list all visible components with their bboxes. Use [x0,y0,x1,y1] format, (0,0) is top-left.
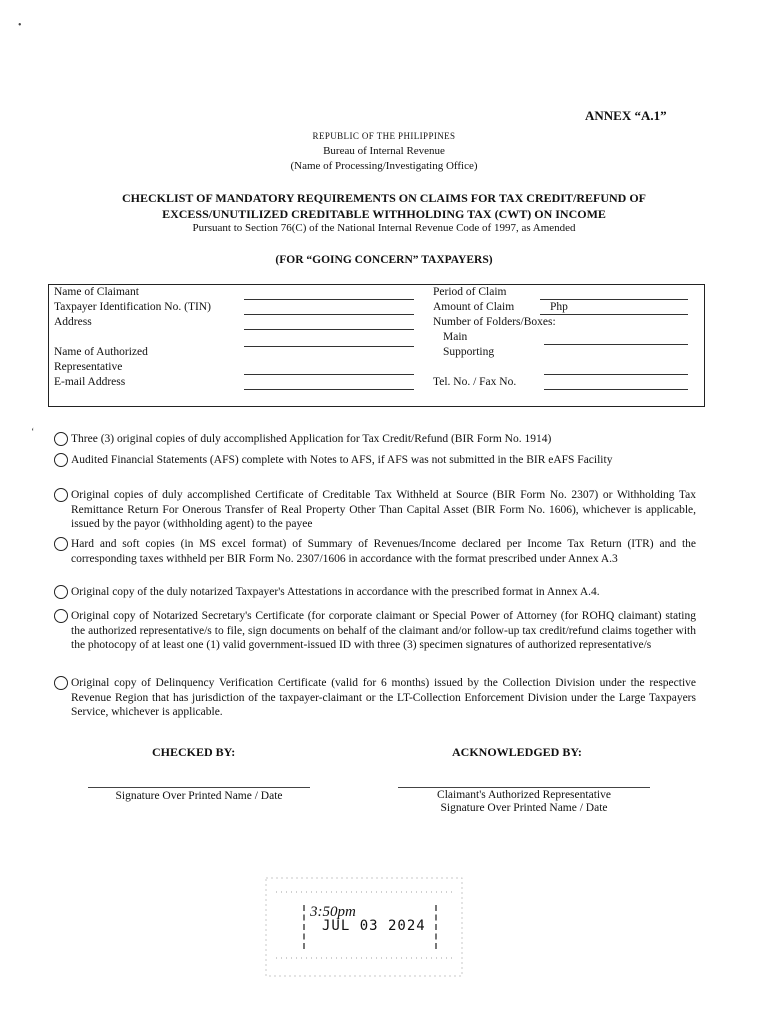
address-label: Address [54,316,92,328]
requirement-text: Original copy of Delinquency Verification Certificate (valid for 6 months) issued by the Collection Division under the respective Revenue Region that has jurisdiction of the taxpayer-claimant or the LT-Collection Enforcement Division under the Large Taxpayers Service, whichever is applicable. [71,677,696,718]
checkbox-circle[interactable] [54,432,68,446]
acknowledged-by-caption-1: Claimant's Authorized Representative [437,789,611,801]
checked-by-signature-line[interactable] [88,787,310,788]
requirement-text: Hard and soft copies (in MS excel format) of Summary of Revenues/Income declared per Income Tax Return (ITR) and the corresponding taxes withheld per BIR Form No. 2307/1606 in accordance with the format prescribed under Annex A.3 [71,538,696,565]
requirement-text: Original copy of the duly notarized Taxpayer's Attestations in accordance with the prescribed format in Annex A.4. [71,586,600,598]
name-of-claimant-label: Name of Claimant [54,286,139,298]
folders-label: Number of Folders/Boxes: [433,316,556,328]
annex-label: ANNEX “A.1” [585,108,667,123]
supporting-label: Supporting [443,346,495,358]
name-of-claimant-field[interactable] [244,299,414,300]
requirement-item [54,537,696,566]
requirement-item [54,488,696,532]
requirement-text: Original copy of Notarized Secretary's Certificate (for corporate claimant or Special Power of Attorney (for ROHQ claimant) stating the authorized representative/s to file, sign documents on behalf of the claimant and/or follow-up tax credit/refund claims together with the photocopy of at least one (1) valid government-issued ID with three (3) specimen signatures of authorized representative/s [71,610,696,651]
going-concern-heading: (FOR “GOING CONCERN” TAXPAYERS) [275,254,493,266]
tel-label: Tel. No. / Fax No. [433,376,517,388]
address-field[interactable] [244,329,414,330]
checked-by-caption: Signature Over Printed Name / Date [115,790,283,802]
amount-field[interactable] [540,314,688,315]
title-line-2: EXCESS/UNUTILIZED CREDITABLE WITHHOLDING TAX (CWT) ON INCOME [162,207,606,221]
supporting-field[interactable] [544,374,688,375]
acknowledged-by-signature-line[interactable] [398,787,650,788]
checkbox-circle[interactable] [54,453,68,467]
requirement-item [54,585,696,600]
period-label: Period of Claim [433,286,507,298]
email-field[interactable] [244,389,414,390]
acknowledged-by-heading: ACKNOWLEDGED BY: [452,745,582,759]
main-field[interactable] [544,344,688,345]
requirement-text: Three (3) original copies of duly accomplished Application for Tax Credit/Refund (BIR Form No. 1914) [71,433,552,445]
checkbox-circle[interactable] [54,676,68,690]
checkbox-circle[interactable] [54,609,68,623]
checkbox-circle[interactable] [54,488,68,502]
bureau-heading: Bureau of Internal Revenue [323,145,445,157]
requirement-item [54,676,696,720]
authorized-rep-label-2: Representative [54,361,123,373]
checkbox-circle[interactable] [54,585,68,599]
period-field[interactable] [540,299,688,300]
requirement-item [54,609,696,653]
republic-heading: REPUBLIC OF THE PHILIPPINES [312,131,456,141]
address-field-line-2[interactable] [244,346,414,347]
requirement-text: Original copies of duly accomplished Certificate of Creditable Tax Withheld at Source (BIR Form No. 2307) or Withholding Tax Remittance Return For Onerous Transfer of Real Property Other Than Capital Asset (BIR Form No. 1606), whichever is applicable, issued by the payor (withholding agent) to the payee [71,489,696,530]
requirement-item [54,453,696,468]
main-label: Main [443,331,468,343]
checkbox-circle[interactable] [54,537,68,551]
title-line-1: CHECKLIST OF MANDATORY REQUIREMENTS ON CLAIMS FOR TAX CREDIT/REFUND OF [122,191,646,205]
scan-mark: • [18,20,22,31]
currency-label: Php [550,301,568,313]
tin-field[interactable] [244,314,414,315]
pursuant-line: Pursuant to Section 76(C) of the National Internal Revenue Code of 1997, as Amended [192,222,576,234]
tel-field[interactable] [544,389,688,390]
office-heading: (Name of Processing/Investigating Office) [290,160,478,172]
authorized-rep-label-1: Name of Authorized [54,346,148,358]
tin-label: Taxpayer Identification No. (TIN) [54,301,211,313]
stamp-date: JUL 03 2024 [322,918,426,934]
email-label: E-mail Address [54,376,126,388]
checked-by-heading: CHECKED BY: [152,745,236,759]
requirement-item [54,432,696,447]
authorized-rep-field[interactable] [244,374,414,375]
amount-label: Amount of Claim [433,301,515,313]
scan-mark: ‘ [31,427,35,438]
requirement-text: Audited Financial Statements (AFS) complete with Notes to AFS, if AFS was not submitted in the BIR eAFS Facility [71,454,613,466]
acknowledged-by-caption-2: Signature Over Printed Name / Date [440,802,608,814]
stamp-handwritten-time: 3:50pm [310,904,356,920]
